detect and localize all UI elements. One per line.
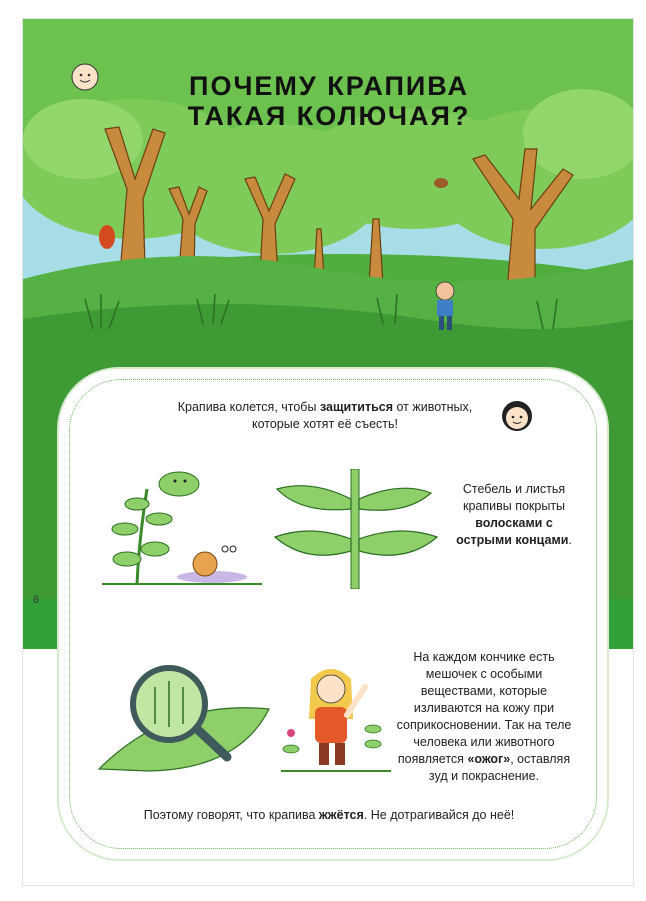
girl-illustration (281, 659, 391, 779)
page-title (23, 71, 634, 131)
girl-face-icon (499, 397, 535, 433)
nettle-snail-illustration (97, 459, 267, 589)
closing-text: Поэтому говорят, что крапива жжётся. Не дотрагивайся до неё! (143, 808, 515, 822)
title-line-2: ТАКАЯ КОЛЮЧАЯ? (187, 101, 471, 131)
forest-illustration (23, 19, 634, 359)
title-line-1: ПОЧЕМУ КРАПИВА (189, 71, 469, 101)
sac-text: На каждом кончике есть мешочек с особыми веществами, которые изливаются на кожу при соприкосновении. Так на теле человека или животного появляется «ожог», оставляя зуд и покраснение. (396, 650, 572, 783)
intro-text: Крапива колется, чтобы защититься от животных, которые хотят её съесть! (177, 400, 473, 431)
book-page (22, 18, 634, 886)
magnifier-leaf-illustration (89, 659, 279, 779)
nettle-stem-illustration (271, 469, 441, 589)
page-number: 6 (33, 594, 40, 606)
stem-text: Стебель и листья крапивы покрыты волосками с острыми концами. (456, 482, 572, 547)
info-card (59, 369, 607, 859)
